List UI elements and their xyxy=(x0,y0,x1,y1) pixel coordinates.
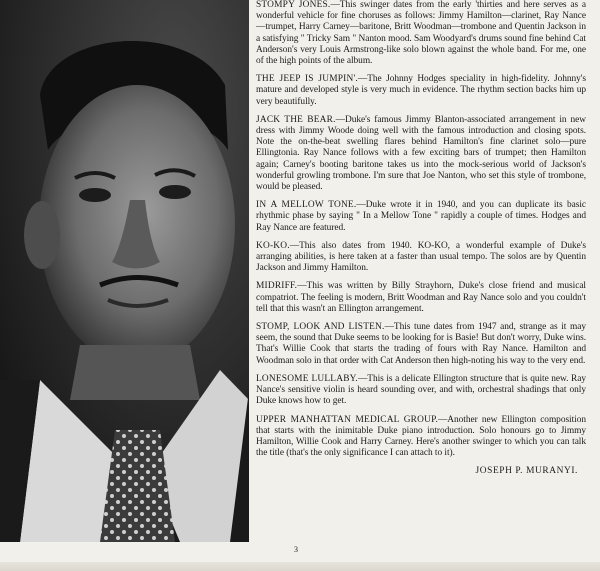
track-entry-the-jeep-is-jumpin xyxy=(256,74,586,108)
portrait-illustration xyxy=(0,0,249,542)
track-entry-in-a-mellow-tone xyxy=(256,200,586,234)
track-description: —Another new Ellington composition that starts with the inimitable Duke piano introduction. Solo honours go to Jimmy Hamilton, Willie Cook and Harry Carney. Here's another swinger to which you can talk the title (that's the only significance I can attach to it). xyxy=(256,414,586,459)
track-description: —Duke's famous Jimmy Blanton-associated arrangement in new dress with Jimmy Woode doing well with the famous introduction and closing spots. Note the on-the-beat swelling flares behind Hamilton's fine clarinet solo—pure Ellingtonia. Ray Nance follows with a few exciting bars of trumpet; then Hamilton again; Carney's booting baritone takes us into the mock-serious world of Jackson's wonderful growling trombone. I'm sure that Joe Nanton, who set this style of trombone, would be pleased. xyxy=(256,114,586,193)
track-entry-stomp-look-and-listen xyxy=(256,322,586,367)
track-description: —This tune dates from 1947 and, strange as it may seem, the sound that Duke seems to be looking for is Basie! But don't worry, Duke wins. That's Willie Cook that starts the trading of fours with Ray Nance. Hamilton and Woodman solo in that order with Cat Anderson then high-noting his way to the very end. xyxy=(256,322,586,366)
track-title: IN A MELLOW TONE. xyxy=(256,200,357,211)
track-description: —This swinger dates from the early 'thirties and here serves as a wonderful vehicle for fine choruses as follows: Jimmy Hamilton—clarinet, Ray Nance—trumpet, Harry Carney—baritone, Britt Woodman—trombone and Quentin Jackson in a satisfying " Tricky Sam " Nanton mood. Sam Woodyard's drums sound fine behind Cat Anderson's very Louis Armstrong-like solo blown against the whole band. For me, one of the high points of the album. xyxy=(256,0,586,67)
track-description: —This also dates from 1940. KO-KO, a wonderful example of Duke's arranging abilities, is here taken at a faster than usual tempo. The solos are by Quentin Jackson and Jimmy Hamilton. xyxy=(256,240,586,274)
track-entry-lonesome-lullaby xyxy=(256,374,586,408)
track-title: JACK THE BEAR. xyxy=(256,114,336,125)
track-title: STOMP, LOOK AND LISTEN. xyxy=(256,322,385,333)
track-title: THE JEEP IS JUMPIN'. xyxy=(256,74,358,85)
portrait-photo xyxy=(0,0,249,542)
page-number: 3 xyxy=(294,545,298,554)
track-entry-jack-the-bear xyxy=(256,115,586,193)
track-title: LONESOME LULLABY. xyxy=(256,373,358,384)
track-title: UPPER MANHATTAN MEDICAL GROUP. xyxy=(256,414,438,425)
author-signature: JOSEPH P. MURANYI. xyxy=(475,466,578,477)
page-edge xyxy=(0,562,600,571)
track-description: —Duke wrote it in 1940, and you can duplicate its basic rhythmic phase by saying " In a Mellow Tone " rapidly a couple of times. Hodges and Ray Nance are featured. xyxy=(256,200,586,233)
liner-notes-column xyxy=(256,0,586,548)
track-entry-ko-ko xyxy=(256,241,586,275)
track-description: —This is a delicate Ellington structure that is quite new. Ray Nance's sensitive violin is heard sounding over, and with, orchestral shadings that only Duke knows how to get. xyxy=(256,373,586,407)
track-title: STOMPY JONES. xyxy=(256,0,331,10)
track-description: —This was written by Billy Strayhorn, Duke's close friend and musical compatriot. The feeling is modern, Britt Woodman and Ray Nance solo and you couldn't tell that this wasn't an Ellington arrangement. xyxy=(256,281,586,314)
track-description: —The Johnny Hodges speciality in high-fidelity. Johnny's mature and developed style is very much in evidence. The rhythm section backs him up very beautifully. xyxy=(256,74,586,107)
track-entry-stompy-jones xyxy=(256,0,586,67)
track-entry-midriff xyxy=(256,281,586,315)
track-title: KO-KO. xyxy=(256,240,290,251)
track-title: MIDRIFF. xyxy=(256,281,298,292)
track-entry-upper-manhattan-medical-group xyxy=(256,415,586,460)
